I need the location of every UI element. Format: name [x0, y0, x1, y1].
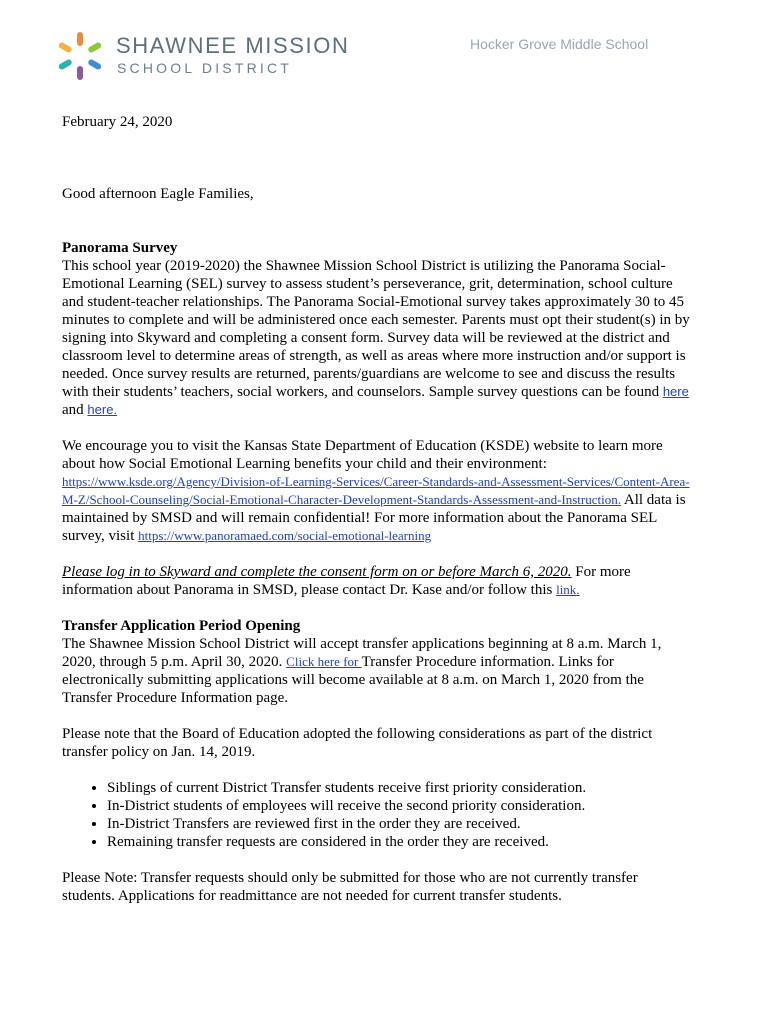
- list-item: • In-District Transfers are reviewed first in the order they are received.: [107, 815, 692, 833]
- transfer-considerations-list: [62, 779, 692, 851]
- letterhead: [0, 0, 770, 90]
- ksde-paragraph-text-2: All data is maintained by SMSD and will remain confidential! For more information about the Panorama SEL survey, visit: [62, 492, 686, 544]
- sample-questions-link-2[interactable]: here.: [87, 402, 118, 417]
- transfer-paragraph-text: The Shawnee Mission School District will accept transfer applications beginning at 8 a.m. March 1, 2020, through 5 p.m. April 30, 2020.: [62, 636, 662, 670]
- panorama-info-link[interactable]: link.: [556, 582, 580, 597]
- letter-greeting: Good afternoon Eagle Families,: [62, 186, 254, 202]
- transfer-paragraph-text-2: Transfer Procedure information. Links for electronically submitting applications will become available at 8 a.m. on March 1, 2020 from the Transfer Procedure Information page.: [62, 654, 644, 706]
- list-item: • Remaining transfer requests are considered in the order they are received.: [107, 833, 692, 851]
- survey-paragraph: [62, 257, 692, 419]
- school-name: Hocker Grove Middle School: [470, 36, 649, 52]
- list-item: • Siblings of current District Transfer students receive first priority consideration.: [107, 779, 692, 797]
- policy-paragraph: Please note that the Board of Education adopted the following considerations as part of the district transfer policy on Jan. 14, 2019.: [62, 726, 653, 760]
- deadline-paragraph: [62, 563, 692, 599]
- survey-paragraph-text: This school year (2019-2020) the Shawnee Mission School District is utilizing the Panorama Social-Emotional Learning (SEL) survey to assess student’s perseverance, grit, determination, school culture and student-teacher relationships. The Panorama Social-Emotional survey takes approximately 30 to 45 minutes to complete and will be administered once each semester. Parents must opt their student(s) in by signing into Skyward and completing a consent form. Survey data will be reviewed at the district and classroom level to determine areas of strength, as well as areas where more instruction and/or support is needed. Once survey results are returned, parents/guardians are welcome to see and discuss the results with their students’ teachers, social workers, and counselors. Sample survey questions can be found: [62, 258, 690, 400]
- district-logo-icon: [55, 30, 105, 82]
- panorama-link[interactable]: https://www.panoramaed.com/social-emotional-learning: [138, 528, 432, 543]
- ksde-link[interactable]: https://www.ksde.org/Agency/Division-of-Learning-Services/Career-Standards-and-Assessment-Services/Content-Area-M-Z/School-Counseling/Social-Emotional-Character-Development-Standards-Assessment-and-Instruction.: [62, 474, 690, 507]
- transfer-paragraph: [62, 635, 692, 707]
- survey-heading: Panorama Survey: [62, 240, 178, 256]
- consent-deadline: Please log in to Skyward and complete the consent form on or before March 6, 2020.: [62, 564, 572, 580]
- letter-body: [62, 113, 692, 905]
- district-name: SHAWNEE MISSION: [116, 33, 350, 58]
- and-text: and: [62, 402, 88, 418]
- transfer-heading: Transfer Application Period Opening: [62, 618, 301, 634]
- district-subtitle: SCHOOL DISTRICT: [117, 60, 293, 76]
- letter-date: February 24, 2020: [62, 114, 173, 130]
- deadline-rest-text: For more information about Panorama in SMSD, please contact Dr. Kase and/or follow this: [62, 564, 631, 598]
- ksde-paragraph: [62, 437, 692, 545]
- transfer-note: Please Note: Transfer requests should only be submitted for those who are not currently transfer students. Applications for readmittance are not needed for current transfer students.: [62, 870, 638, 904]
- sample-questions-link-1[interactable]: here: [662, 384, 689, 399]
- list-item: • In-District students of employees will receive the second priority consideration.: [107, 797, 692, 815]
- ksde-paragraph-text: We encourage you to visit the Kansas State Department of Education (KSDE) website to learn more about how Social Emotional Learning benefits your child and their environment:: [62, 438, 663, 472]
- transfer-procedure-link[interactable]: Click here for: [286, 654, 362, 669]
